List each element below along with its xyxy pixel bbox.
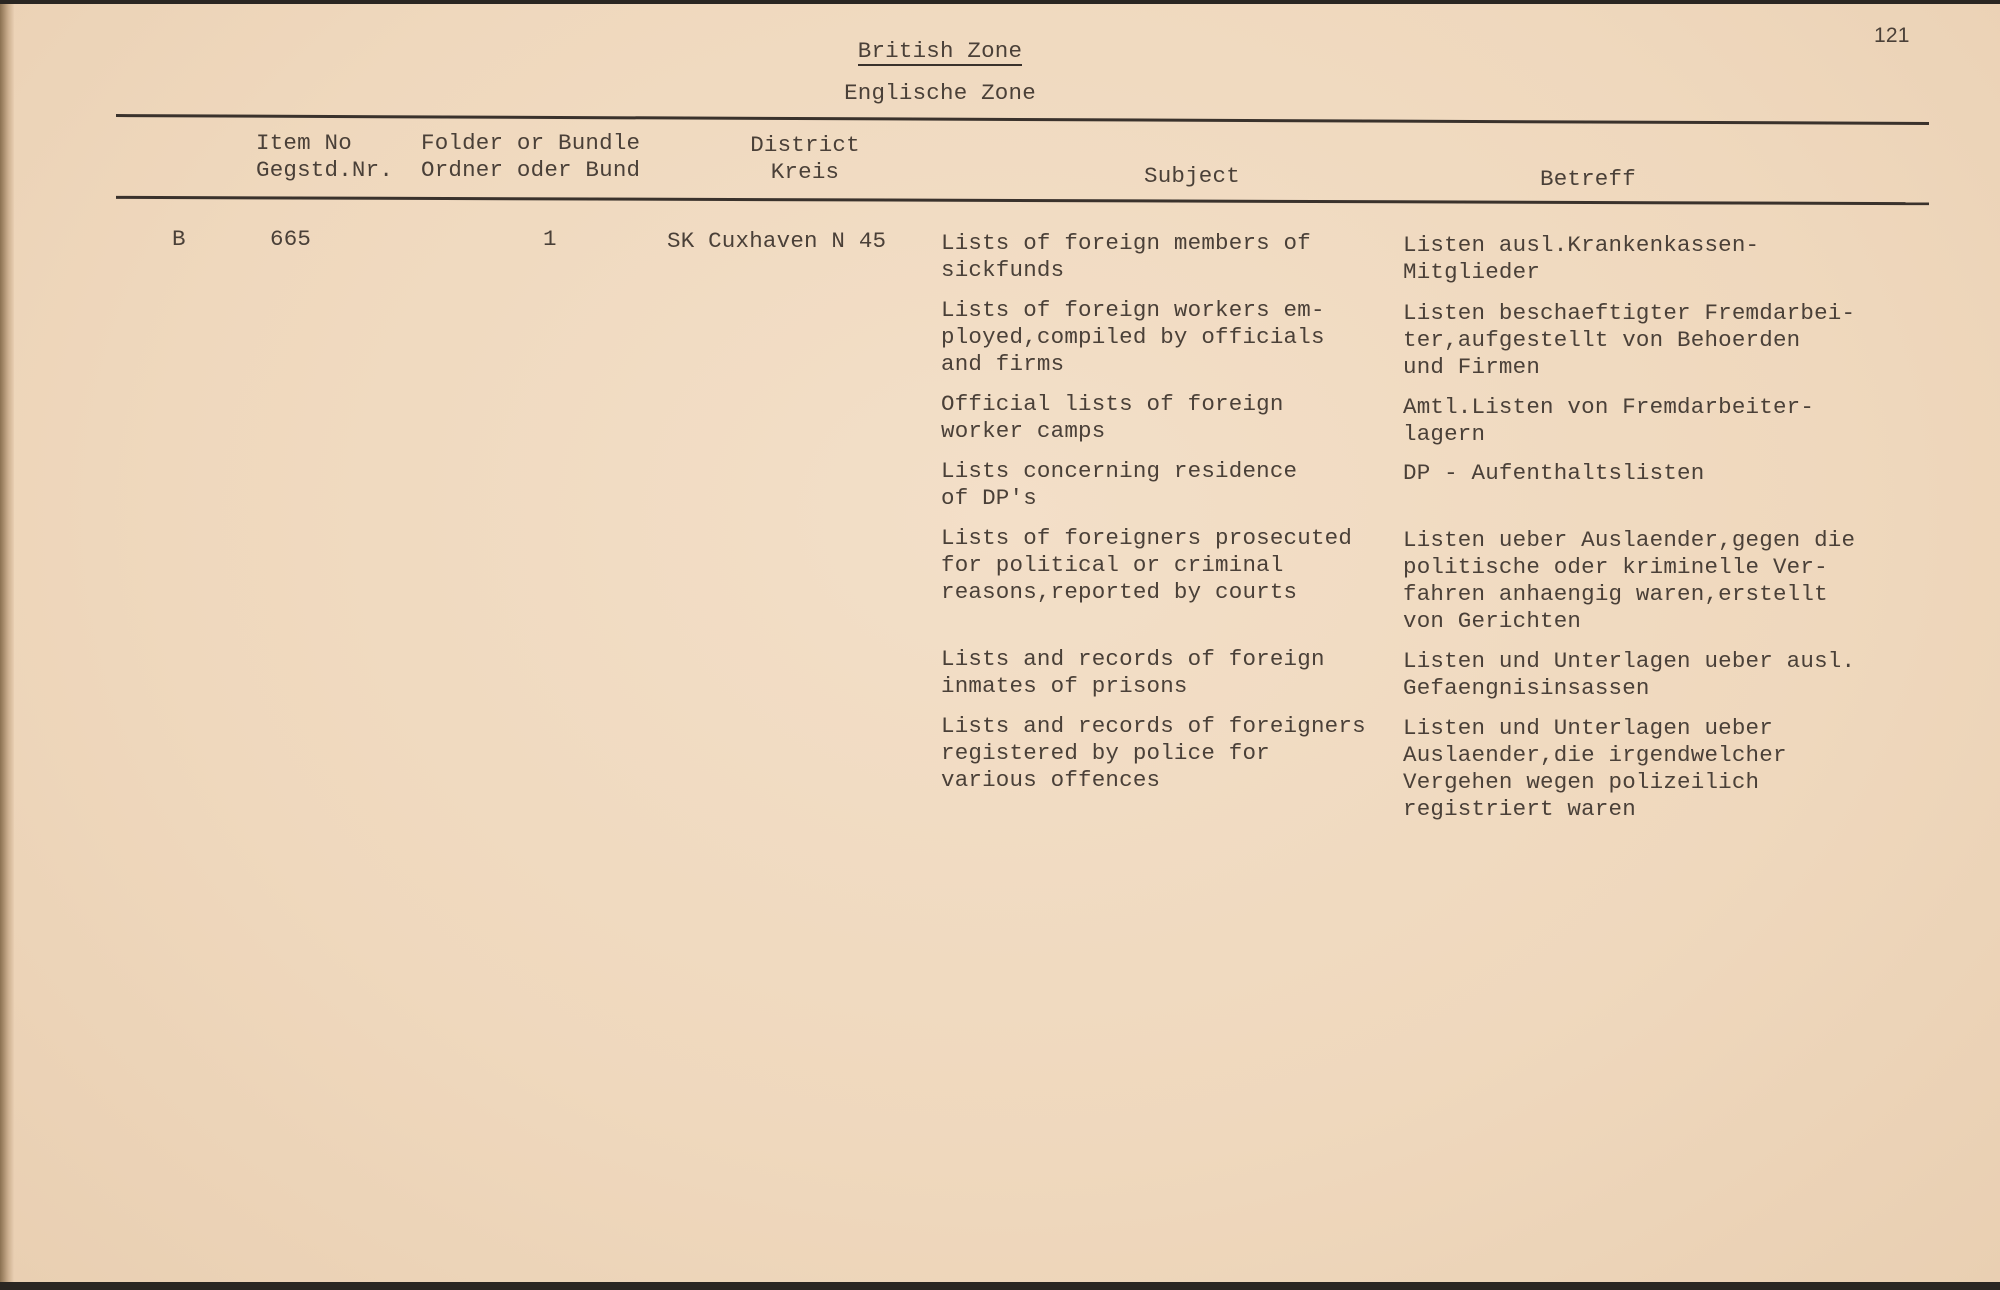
betreff-entry: Listen ausl.Krankenkassen- Mitglieder [1403, 232, 1760, 285]
header-item-no: Item No Gegstd.Nr. [256, 130, 394, 183]
betreff-entry: Listen und Unterlagen ueber ausl. Gefaengnisinsassen [1403, 648, 1856, 701]
row-district: SK Cuxhaven N 45 [667, 228, 887, 254]
row-letter: B [172, 226, 186, 252]
header-district: District Kreis [750, 132, 860, 185]
subject-entry: Lists and records of foreigners registered by police for various offences [941, 713, 1366, 793]
row-item-no: 665 [270, 226, 312, 252]
page-number: 121 [1874, 24, 1910, 47]
subject-entry: Lists of foreign workers em- ployed,compiled by officials and firms [941, 297, 1325, 377]
page-edge [0, 4, 14, 1282]
subject-entry: Lists of foreign members of sickfunds [941, 230, 1311, 283]
betreff-entry: Listen ueber Auslaender,gegen die politische oder kriminelle Ver- fahren anhaengig waren,erstellt von Gerichten [1403, 527, 1856, 634]
header-subject: Subject [1144, 163, 1240, 189]
row-folder: 1 [543, 226, 557, 252]
subject-entry: Lists concerning residence of DP's [941, 458, 1298, 511]
subject-entry: Lists and records of foreign inmates of prisons [941, 646, 1325, 699]
betreff-entry: DP - Aufenthaltslisten [1403, 460, 1705, 486]
title-english: British Zone [857, 38, 1023, 64]
header-betreff: Betreff [1540, 166, 1636, 192]
subject-entry: Lists of foreigners prosecuted for political or criminal reasons,reported by courts [941, 525, 1353, 605]
header-folder: Folder or Bundle Ordner oder Bund [421, 130, 641, 183]
betreff-entry: Listen beschaeftigter Fremdarbei- ter,aufgestellt von Behoerden und Firmen [1403, 300, 1856, 380]
betreff-entry: Listen und Unterlagen ueber Auslaender,die irgendwelcher Vergehen wegen polizeilich registriert waren [1403, 715, 1787, 822]
subject-entry: Official lists of foreign worker camps [941, 391, 1284, 444]
title-german: Englische Zone [844, 80, 1036, 106]
betreff-entry: Amtl.Listen von Fremdarbeiter- lagern [1403, 394, 1815, 447]
